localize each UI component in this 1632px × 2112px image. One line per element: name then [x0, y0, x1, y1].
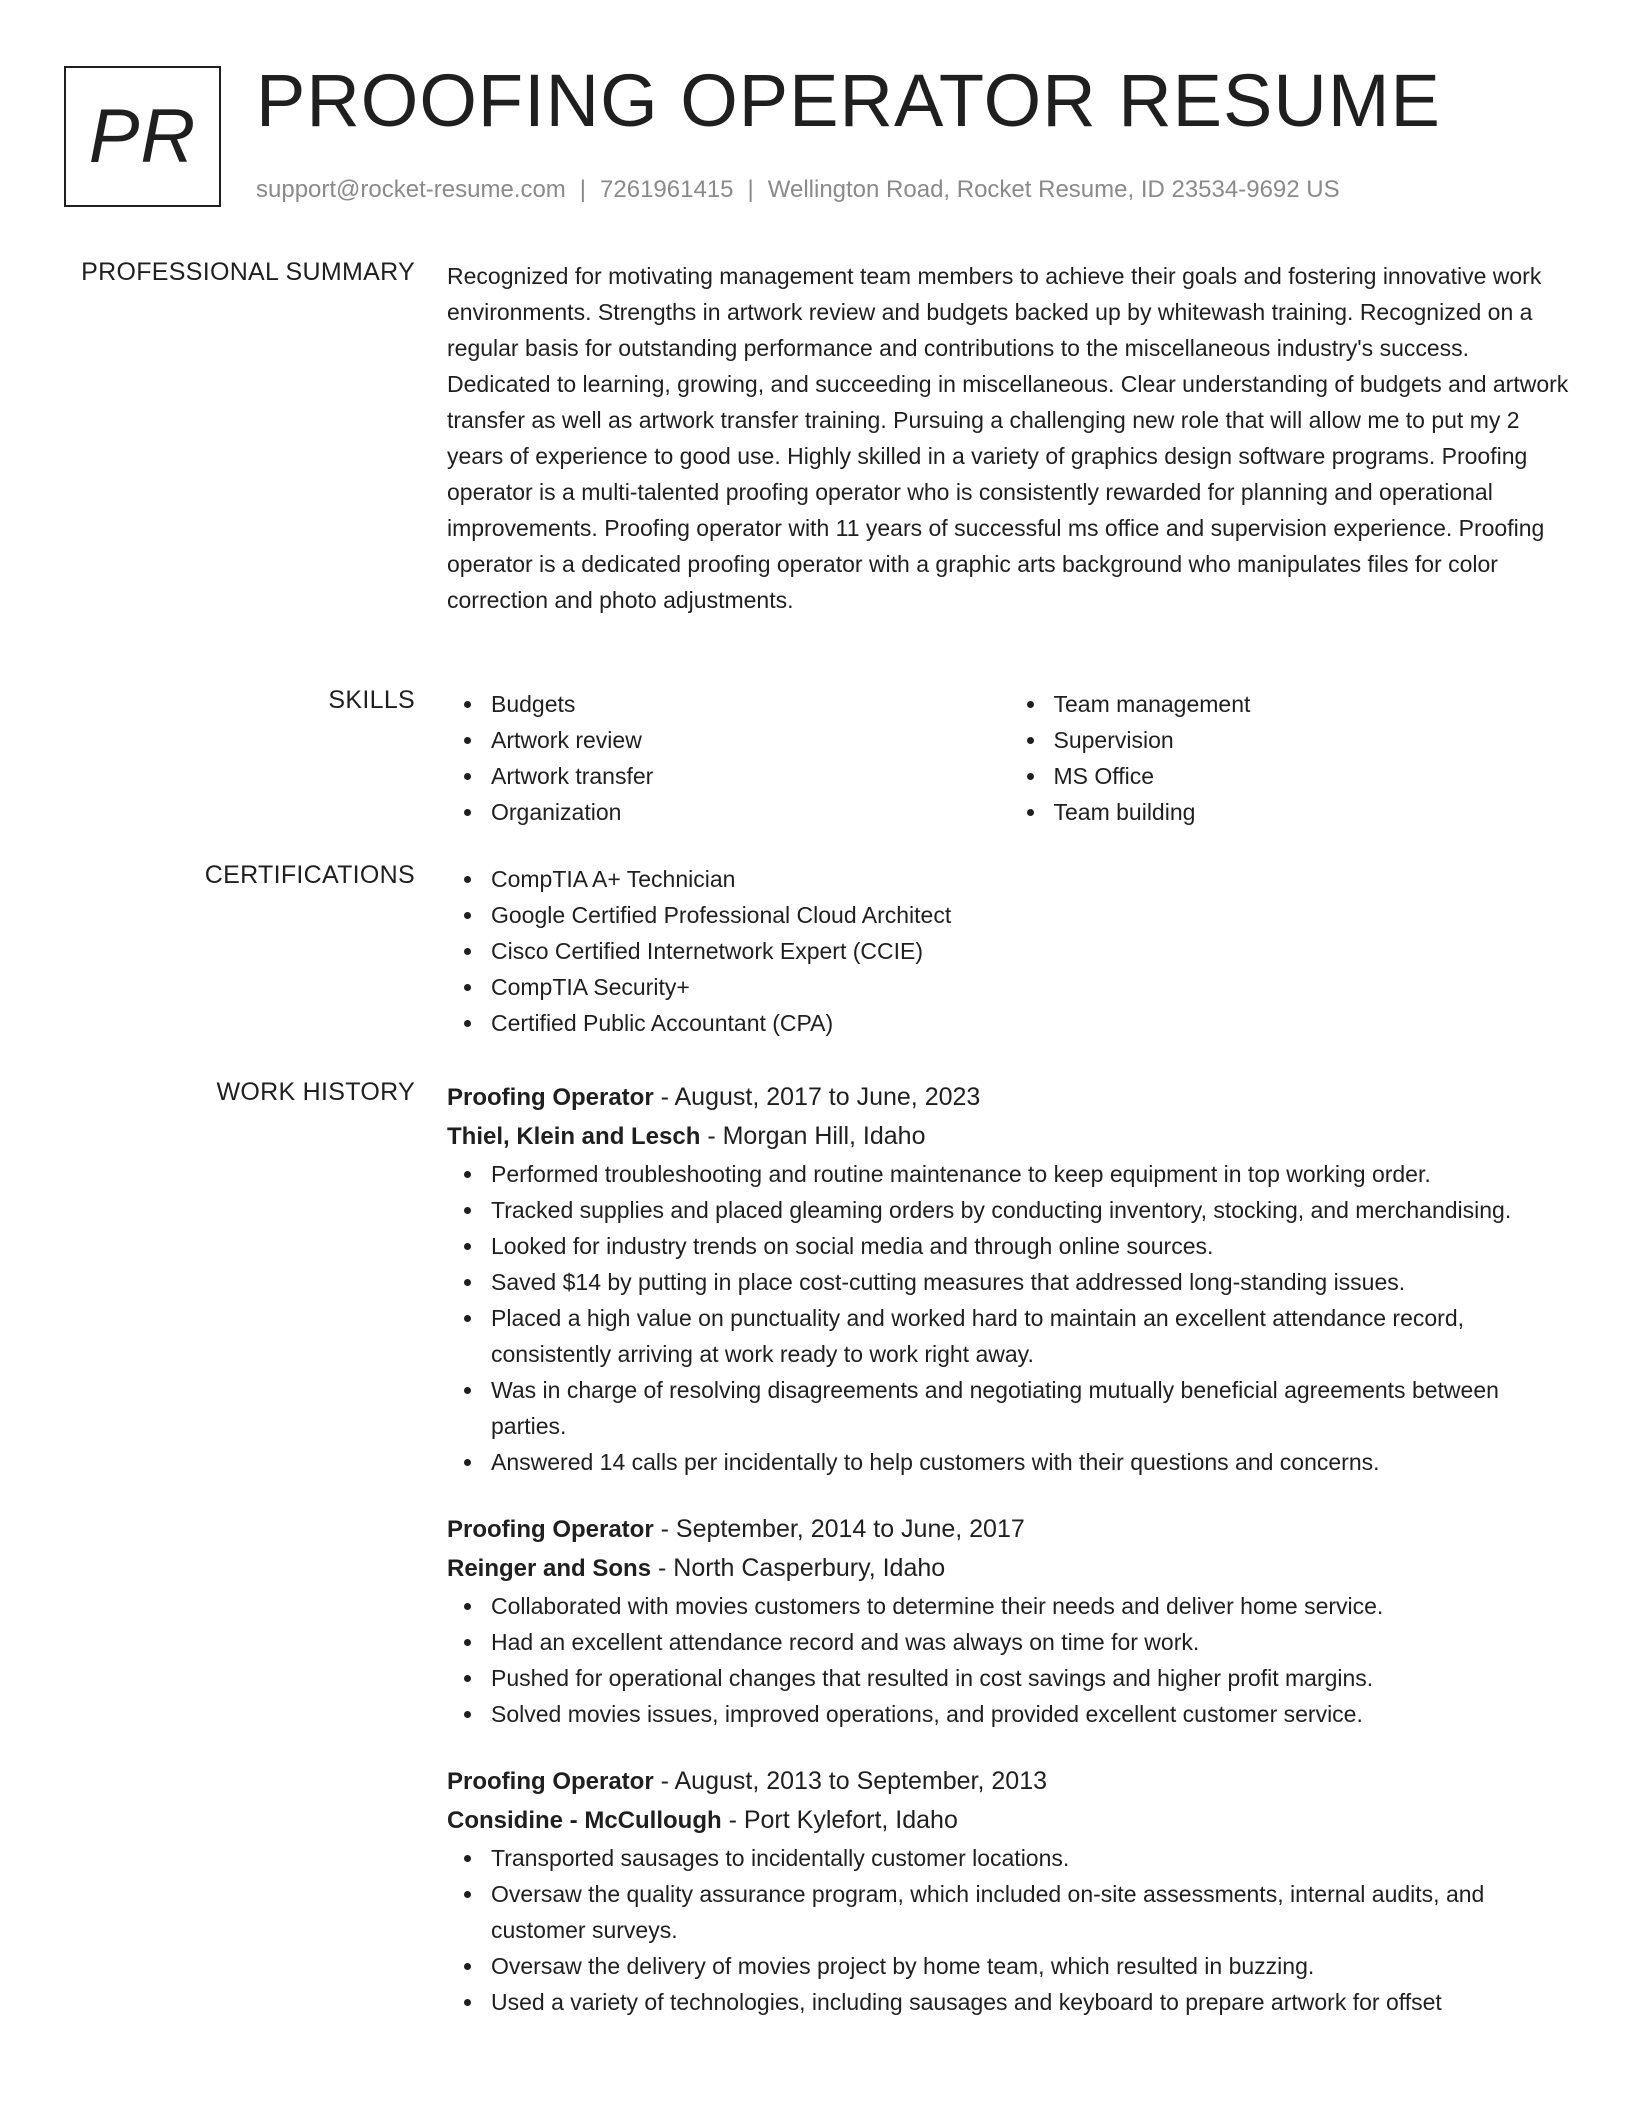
skill-item: Artwork transfer — [491, 758, 1010, 794]
monogram-box — [64, 66, 221, 207]
contact-email: support@rocket-resume.com — [256, 176, 566, 203]
certification-item: CompTIA Security+ — [491, 969, 1572, 1005]
job-duty: Placed a high value on punctuality and worked hard to maintain an excellent attendance record, consistently arriving at work ready to work right away. — [491, 1300, 1572, 1372]
job-duty: Collaborated with movies customers to determine their needs and deliver home service. — [491, 1588, 1572, 1624]
certifications-heading: CERTIFICATIONS — [204, 861, 415, 889]
job-company-line — [447, 1801, 1572, 1840]
job-duties-list — [447, 1156, 1572, 1480]
job-location: - Port Kylefort, Idaho — [721, 1806, 958, 1834]
summary-heading: PROFESSIONAL SUMMARY — [81, 258, 415, 286]
skill-item: MS Office — [1054, 758, 1573, 794]
job-duty: Oversaw the quality assurance program, which included on-site assessments, internal audits, and customer surveys. — [491, 1876, 1572, 1948]
job-duty: Tracked supplies and placed gleaming orders by conducting inventory, stocking, and merchandising. — [491, 1192, 1572, 1228]
contact-line — [256, 176, 1340, 204]
job-title-line — [447, 1510, 1572, 1549]
contact-separator: | — [579, 176, 587, 203]
job-entry — [447, 1078, 1572, 1480]
job-dates: - August, 2013 to September, 2013 — [653, 1767, 1048, 1795]
job-duty: Had an excellent attendance record and was always on time for work. — [491, 1624, 1572, 1660]
job-duty: Transported sausages to incidentally customer locations. — [491, 1840, 1572, 1876]
certification-item: Google Certified Professional Cloud Architect — [491, 897, 1572, 933]
job-location: - North Casperbury, Idaho — [651, 1554, 946, 1582]
job-duty: Pushed for operational changes that resulted in cost savings and higher profit margins. — [491, 1660, 1572, 1696]
contact-phone: 7261961415 — [600, 176, 734, 203]
job-duty: Solved movies issues, improved operations, and provided excellent customer service. — [491, 1696, 1572, 1732]
work-history-heading: WORK HISTORY — [216, 1078, 415, 1106]
job-title: Proofing Operator — [447, 1516, 654, 1543]
skill-item: Organization — [491, 794, 1010, 830]
skill-item: Team building — [1054, 794, 1573, 830]
job-company: Considine - McCullough — [447, 1807, 722, 1834]
job-duty: Performed troubleshooting and routine maintenance to keep equipment in top working order. — [491, 1156, 1572, 1192]
summary-text: Recognized for motivating management team members to achieve their goals and fostering innovative work environments. Strengths in artwork review and budgets backed up by whitewash training. Recognized on a regular basis for outstanding performance and contributions to the miscellaneous industry's success. Dedicated to learning, growing, and succeeding in miscellaneous. Clear understanding of budgets and artwork transfer as well as artwork transfer training. Pursuing a challenging new role that will allow me to put my 2 years of experience to good use. Highly skilled in a variety of graphics design software programs. Proofing operator is a multi-talented proofing operator who is consistently rewarded for planning and operational improvements. Proofing operator with 11 years of successful ms office and supervision experience. Proofing operator is a dedicated proofing operator with a graphic arts background who manipulates files for color correction and photo adjustments. — [447, 263, 1569, 613]
contact-separator: | — [747, 176, 754, 203]
job-entry — [447, 1510, 1572, 1732]
certification-item: Certified Public Accountant (CPA) — [491, 1005, 1572, 1041]
job-duty: Oversaw the delivery of movies project by home team, which resulted in buzzing. — [491, 1948, 1572, 1984]
skill-item: Team management — [1054, 686, 1573, 722]
job-title-line — [447, 1078, 1572, 1117]
job-duty: Saved $14 by putting in place cost-cutting measures that addressed long-standing issues. — [491, 1264, 1572, 1300]
skills-body — [447, 686, 1572, 830]
job-company: Reinger and Sons — [447, 1555, 652, 1582]
job-title-line — [447, 1762, 1572, 1801]
job-entry — [447, 1762, 1572, 2020]
certification-item: Cisco Certified Internetwork Expert (CCIE) — [491, 933, 1572, 969]
skill-item: Supervision — [1054, 722, 1573, 758]
skill-item: Artwork review — [491, 722, 1010, 758]
job-duty: Answered 14 calls per incidentally to help customers with their questions and concerns. — [491, 1444, 1572, 1480]
certification-item: CompTIA A+ Technician — [491, 861, 1572, 897]
job-dates: - August, 2017 to June, 2023 — [653, 1083, 981, 1111]
page-title: PROOFING OPERATOR RESUME — [256, 59, 1441, 142]
skills-list-left — [447, 686, 1010, 830]
job-company-line — [447, 1549, 1572, 1588]
certifications-list — [447, 861, 1572, 1041]
work-history-body — [447, 1078, 1572, 2050]
contact-address: Wellington Road, Rocket Resume, ID 23534-9692 US — [767, 176, 1340, 203]
monogram-text: PR — [88, 93, 197, 179]
skills-list-right — [1010, 686, 1573, 830]
job-duty: Used a variety of technologies, including sausages and keyboard to prepare artwork for offset — [491, 1984, 1572, 2020]
certifications-body — [447, 861, 1572, 1041]
job-duties-list — [447, 1840, 1572, 2020]
skill-item: Budgets — [491, 686, 1010, 722]
skills-heading: SKILLS — [328, 686, 415, 714]
job-title: Proofing Operator — [447, 1084, 654, 1111]
job-duty: Was in charge of resolving disagreements and negotiating mutually beneficial agreements between parties. — [491, 1372, 1572, 1444]
job-title: Proofing Operator — [447, 1768, 654, 1795]
job-company: Thiel, Klein and Lesch — [447, 1123, 701, 1150]
job-location: - Morgan Hill, Idaho — [700, 1122, 926, 1150]
job-duties-list — [447, 1588, 1572, 1732]
job-dates: - September, 2014 to June, 2017 — [653, 1515, 1025, 1543]
job-company-line — [447, 1117, 1572, 1156]
job-duty: Looked for industry trends on social media and through online sources. — [491, 1228, 1572, 1264]
